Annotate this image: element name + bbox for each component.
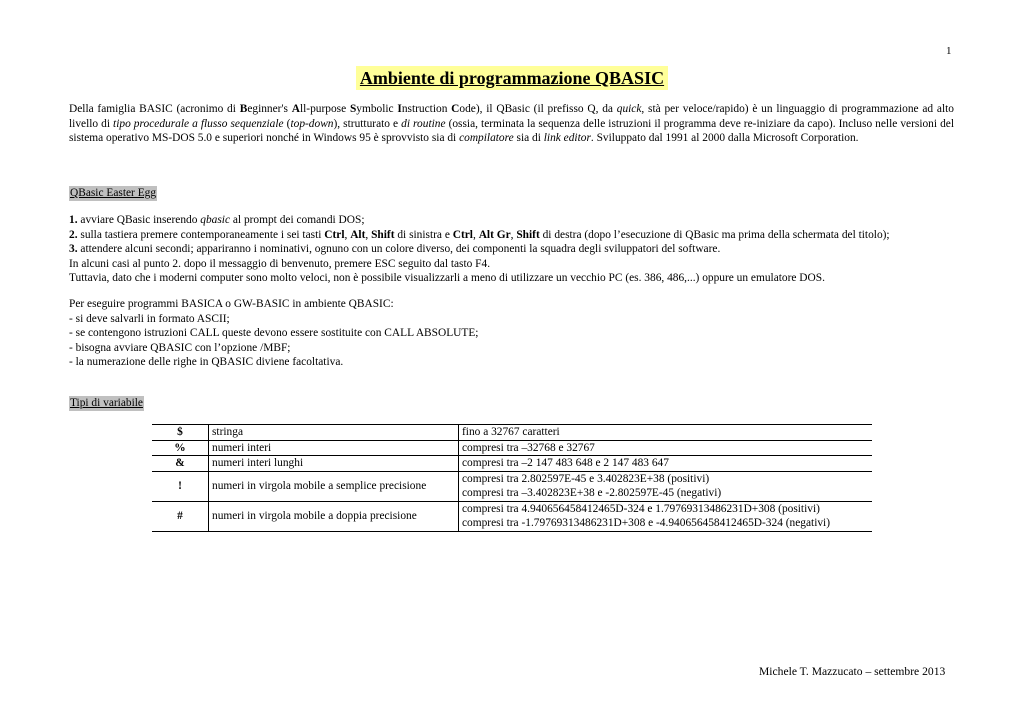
step-2: 2. sulla tastiera premere contemporaneamente i sei tasti Ctrl, Alt, Shift di sinistra e Ctrl, Alt Gr, Shift di destra (dopo l’esecuzione di QBasic ma prima della schermata del titolo); bbox=[69, 228, 890, 241]
note-line: In alcuni casi al punto 2. dopo il messaggio di benvenuto, premere ESC seguito dal tasto F4. bbox=[69, 257, 491, 270]
symbol-cell: & bbox=[152, 456, 209, 472]
range-cell: fino a 32767 caratteri bbox=[459, 425, 873, 441]
variables-table bbox=[152, 424, 872, 532]
type-name-cell: numeri in virgola mobile a semplice precisione bbox=[209, 471, 459, 501]
type-name-cell: numeri interi bbox=[209, 440, 459, 456]
symbol-cell: % bbox=[152, 440, 209, 456]
type-name-cell: numeri in virgola mobile a doppia precisione bbox=[209, 501, 459, 531]
table-row bbox=[152, 456, 872, 472]
page-title bbox=[0, 66, 1024, 90]
gwbasic-section bbox=[69, 297, 959, 370]
variables-heading: Tipi di variabile bbox=[70, 397, 143, 409]
gwbasic-intro: Per eseguire programmi BASICA o GW-BASIC in ambiente QBASIC: bbox=[69, 298, 394, 310]
footer-author: Michele T. Mazzucato – settembre 2013 bbox=[759, 665, 946, 678]
easter-egg-heading: QBasic Easter Egg bbox=[70, 187, 157, 199]
range-cell: compresi tra 4.940656458412465D-324 e 1.79769313486231D+308 (positivi) compresi tra -1.79769313486231D+308 e -4.940656458412465D-324 (negativi) bbox=[459, 501, 873, 531]
symbol-cell: $ bbox=[152, 425, 209, 441]
list-item: - si deve salvarli in formato ASCII; bbox=[69, 312, 230, 325]
page-title-text: Ambiente di programmazione QBASIC bbox=[356, 66, 668, 90]
list-item: - bisogna avviare QBASIC con l’opzione /MBF; bbox=[69, 341, 291, 354]
table-row bbox=[152, 471, 872, 501]
page-number: 1 bbox=[946, 45, 952, 57]
intro-paragraph: Della famiglia BASIC (acronimo di Beginner's All-purpose Symbolic Instruction Code), il QBasic (il prefisso Q, da quick, stà per veloce/rapido) è un linguaggio di programmazione ad alto livello di tipo procedurale a flusso sequenziale (top-down), strutturato e di routine (ossia, terminata la sequenza delle istruzioni il programma deve re-iniziare da capo). Incluso nelle versioni del sistema operativo MS-DOS 5.0 e superiori nonché in Windows 95 è sprovvisto sia di compilatore sia di link editor. Sviluppato dal 1991 al 2000 dalla Microsoft Corporation. bbox=[69, 103, 954, 145]
list-item: - se contengono istruzioni CALL queste devono essere sostituite con CALL ABSOLUTE; bbox=[69, 327, 479, 340]
step-3: 3. attendere alcuni secondi; appariranno i nominativi, ognuno con un colore diverso, dei componenti la squadra degli sviluppatori del software. bbox=[69, 243, 721, 256]
note-line: Tuttavia, dato che i moderni computer sono molto veloci, non è possibile visualizzarli a meno di utilizzare un vecchio PC (es. 386, 486,...) oppure un emulatore DOS. bbox=[69, 272, 825, 285]
range-cell: compresi tra –2 147 483 648 e 2 147 483 647 bbox=[459, 456, 873, 472]
table-row bbox=[152, 425, 872, 441]
step-1: 1. avviare QBasic inserendo qbasic al prompt dei comandi DOS; bbox=[69, 214, 365, 226]
easter-egg-steps bbox=[69, 213, 959, 286]
symbol-cell: # bbox=[152, 501, 209, 531]
type-name-cell: numeri interi lunghi bbox=[209, 456, 459, 472]
symbol-cell: ! bbox=[152, 471, 209, 501]
type-name-cell: stringa bbox=[209, 425, 459, 441]
table-row bbox=[152, 440, 872, 456]
table-row bbox=[152, 501, 872, 531]
range-cell: compresi tra 2.802597E-45 e 3.402823E+38 (positivi) compresi tra –3.402823E+38 e -2.802597E-45 (negativi) bbox=[459, 471, 873, 501]
range-cell: compresi tra –32768 e 32767 bbox=[459, 440, 873, 456]
list-item: - la numerazione delle righe in QBASIC diviene facoltativa. bbox=[69, 356, 344, 369]
